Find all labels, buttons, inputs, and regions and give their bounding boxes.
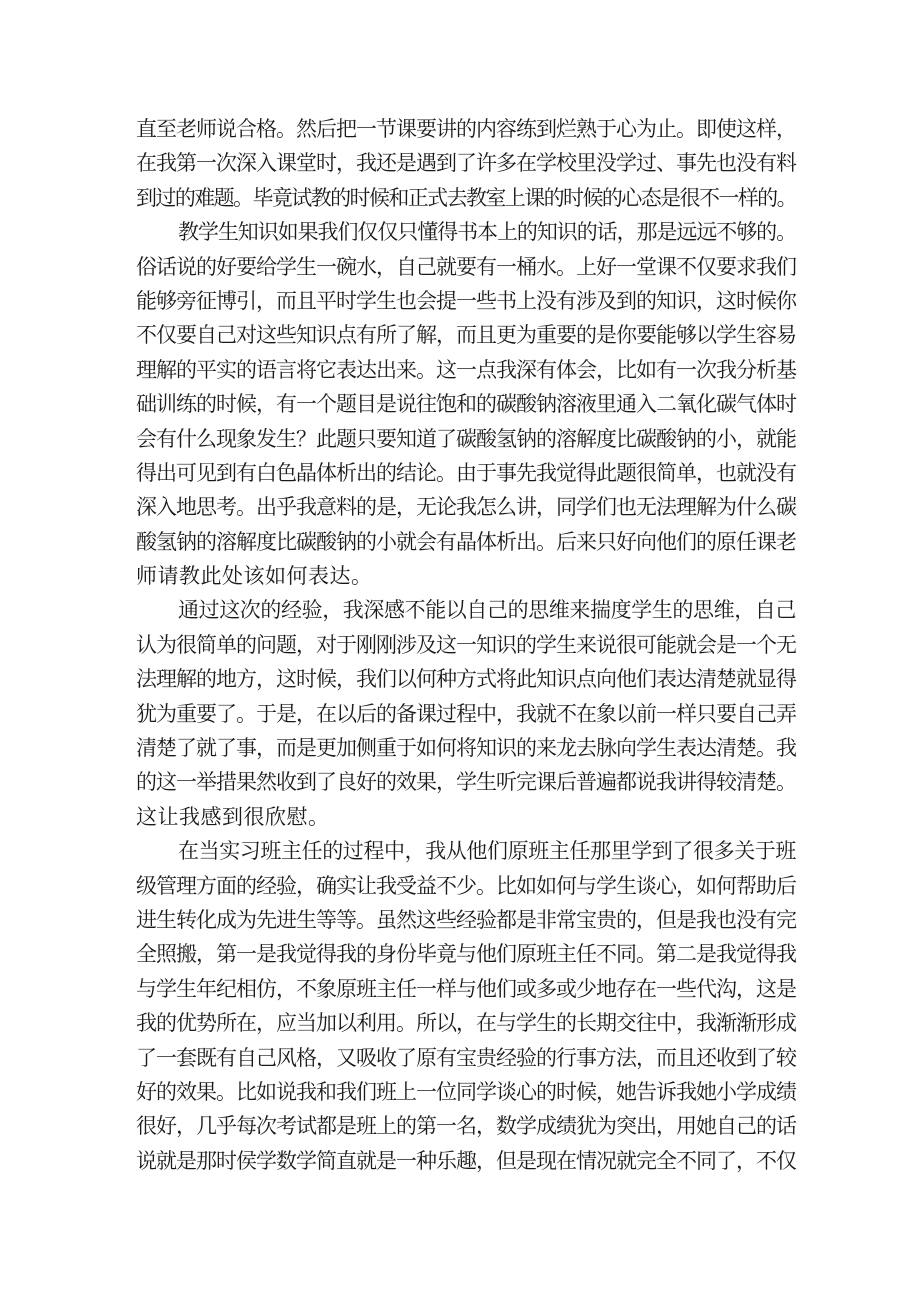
document-body: [136, 112, 796, 1178]
text-line: 得出可见到有白色晶体析出的结论。由于事先我觉得此题很简单，也就没有: [136, 460, 796, 485]
text-line: 清楚了就了事，而是更加侧重于如何将知识的来龙去脉向学生表达清楚。我: [136, 736, 796, 761]
text-line: 这让我感到很欣慰。: [136, 804, 330, 829]
text-line: 好的效果。比如说我和我们班上一位同学谈心的时候，她告诉我她小学成绩: [136, 1079, 796, 1104]
text-line: 与学生年纪相仿，不象原班主任一样与他们或多或少地存在一些代沟，这是: [136, 976, 796, 1001]
text-line: 法理解的地方，这时候，我们以何种方式将此知识点向他们表达清楚就显得: [136, 667, 796, 692]
text-line: 不仅要自己对这些知识点有所了解，而且更为重要的是你要能够以学生容易: [136, 323, 796, 348]
text-line: 会有什么现象发生？此题只要知道了碳酸氢钠的溶解度比碳酸钠的小，就能: [136, 426, 796, 451]
text-line: 级管理方面的经验，确实让我受益不少。比如如何与学生谈心，如何帮助后: [136, 873, 796, 898]
text-line: 犹为重要了。于是，在以后的备课过程中，我就不在象以前一样只要自己弄: [136, 701, 796, 726]
text-line: 理解的平实的语言将它表达出来。这一点我深有体会，比如有一次我分析基: [136, 357, 796, 382]
text-line: 说就是那时侯学数学简直就是一种乐趣，但是现在情况就完全不同了，不仅: [136, 1148, 796, 1173]
text-line: 到过的难题。毕竟试教的时候和正式去教室上课的时候的心态是很不一样的。: [136, 185, 796, 210]
text-line: 了一套既有自己风格，又吸收了原有宝贵经验的行事方法，而且还收到了较: [136, 1045, 796, 1070]
text-line: 通过这次的经验，我深感不能以自己的思维来揣度学生的思维，自己: [178, 598, 796, 623]
text-line: 在当实习班主任的过程中，我从他们原班主任那里学到了很多关于班: [178, 839, 796, 864]
text-line: 我的优势所在，应当加以利用。所以，在与学生的长期交往中，我渐渐形成: [136, 1011, 796, 1036]
text-line: 的这一举措果然收到了良好的效果，学生听完课后普遍都说我讲得较清楚。: [136, 770, 796, 795]
text-line: 能够旁征博引，而且平时学生也会提一些书上没有涉及到的知识，这时候你: [136, 288, 796, 313]
text-line: 础训练的时候，有一个题目是说往饱和的碳酸钠溶液里通入二氧化碳气体时: [136, 392, 796, 417]
text-line: 进生转化成为先进生等等。虽然这些经验都是非常宝贵的，但是我也没有完: [136, 907, 796, 932]
text-line: 师请教此处该如何表达。: [136, 564, 373, 589]
text-line: 直至老师说合格。然后把一节课要讲的内容练到烂熟于心为止。即使这样，: [136, 117, 796, 141]
text-line: 认为很简单的问题，对于刚刚涉及这一知识的学生来说很可能就会是一个无: [136, 632, 796, 657]
text-line: 教学生知识如果我们仅仅只懂得书本上的知识的话，那是远远不够的。: [178, 220, 796, 245]
text-line: 全照搬，第一是我觉得我的身份毕竟与他们原班主任不同。第二是我觉得我: [136, 942, 796, 967]
text-line: 酸氢钠的溶解度比碳酸钠的小就会有晶体析出。后来只好向他们的原任课老: [136, 529, 796, 554]
text-line: 很好，几乎每次考试都是班上的第一名，数学成绩犹为突出，用她自己的话: [136, 1114, 796, 1139]
text-line: 俗话说的好要给学生一碗水，自己就要有一桶水。上好一堂课不仅要求我们: [136, 254, 796, 279]
text-line: 深入地思考。出乎我意料的是，无论我怎么讲，同学们也无法理解为什么碳: [136, 495, 796, 520]
text-line: 在我第一次深入课堂时，我还是遇到了许多在学校里没学过、事先也没有料: [136, 151, 796, 176]
